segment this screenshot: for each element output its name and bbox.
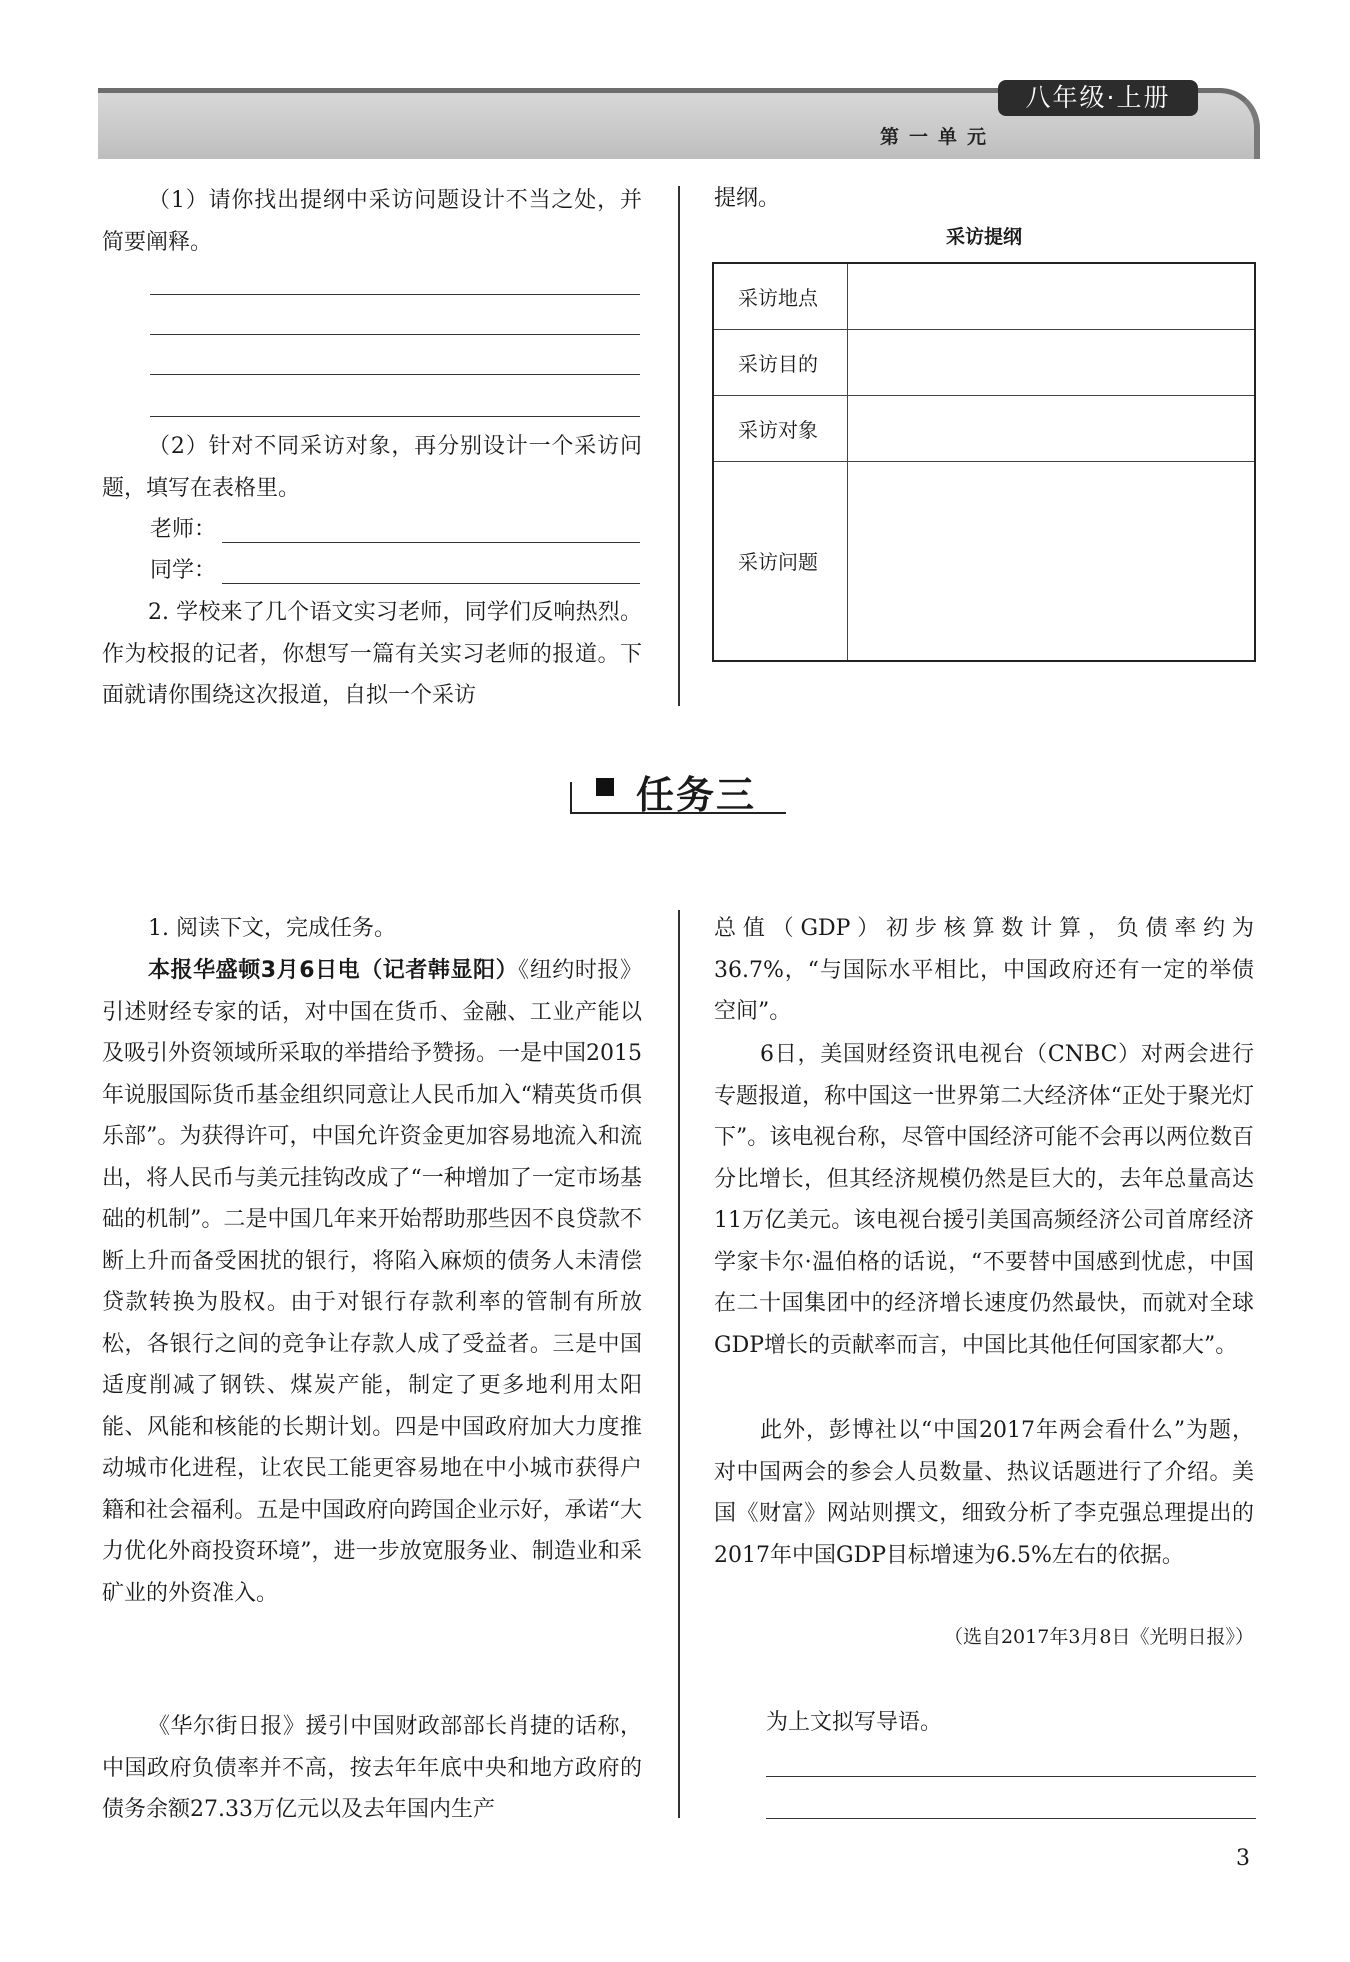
unit-label: 第一单元 bbox=[880, 126, 997, 148]
answer-line[interactable] bbox=[150, 294, 640, 295]
table-title: 采访提纲 bbox=[945, 226, 1022, 248]
answer-line[interactable] bbox=[150, 416, 640, 417]
student-label: 同学： bbox=[150, 558, 217, 583]
answer-line[interactable] bbox=[150, 374, 640, 375]
teacher-answer-line[interactable] bbox=[222, 542, 640, 543]
square-bullet-icon bbox=[596, 778, 614, 796]
article-source: （选自2017年3月8日《光明日报》） bbox=[943, 1626, 1254, 1648]
question-item-2: 2. 学校来了几个语文实习老师，同学们反响热烈。作为校报的记者，你想写一篇有关实习老师的报道。下面就请你围绕这次报道，自拟一个采访 bbox=[102, 600, 642, 708]
column-divider bbox=[678, 910, 680, 1818]
article-paragraph-2: 《华尔街日报》援引中国财政部部长肖捷的话称，中国政府负债率并不高，按去年年底中央和地方政府的债务余额27.33万亿元以及去年国内生产 bbox=[102, 1714, 642, 1822]
paragraph-1-text: 《纽约时报》引述财经专家的话，对中国在货币、金融、工业产能以及吸引外资领域所采取的举措给予赞扬。一是中国2015年说服国际货币基金组织同意让人民币加入“精英货币俱乐部”。为获得许可，中国允许资金更加容易地流入和流出，将人民币与美元挂钩改成了“一种增加了一定市场基础的机制”。二是中国几年来开始帮助那些因不良贷款不断上升而备受困扰的银行，将陷入麻烦的债务人未清偿贷款转换为股权。由于对银行存款利率的管制有所放松，各银行之间的竞争让存款人成了受益者。三是中国适度削减了钢铁、煤炭产能，制定了更多地利用太阳能、风能和核能的长期计划。四是中国政府加大力度推动城市化进程，让农民工能更容易地在中小城市获得户籍和社会福利。五是中国政府向跨国企业示好，承诺“大力优化外商投资环境”，进一步放宽服务业、制造业和采矿业的外资准入。 bbox=[102, 958, 642, 1606]
section-title: 任务三 bbox=[636, 773, 757, 817]
answer-line[interactable] bbox=[766, 1818, 1256, 1819]
column-divider bbox=[678, 186, 680, 706]
cell-purpose[interactable] bbox=[848, 329, 1256, 395]
answer-line[interactable] bbox=[150, 334, 640, 335]
interview-outline-table bbox=[712, 262, 1256, 662]
writing-task: 为上文拟写导语。 bbox=[766, 1710, 943, 1735]
section-heading bbox=[570, 764, 790, 816]
teacher-label: 老师： bbox=[150, 517, 217, 542]
article-paragraph-1 bbox=[102, 950, 642, 1614]
cell-subject[interactable] bbox=[848, 395, 1256, 461]
answer-line[interactable] bbox=[766, 1776, 1256, 1777]
heading-tick bbox=[570, 782, 572, 814]
question-2: （2）针对不同采访对象，再分别设计一个采访问题，填写在表格里。 bbox=[102, 434, 642, 501]
cell-questions[interactable] bbox=[848, 461, 1256, 661]
cell-location[interactable] bbox=[848, 263, 1256, 329]
article-paragraph-3: 6日，美国财经资讯电视台（CNBC）对两会进行专题报道，称中国这一世界第二大经济体“正处于聚光灯下”。该电视台称，尽管中国经济可能不会再以两位数百分比增长，但其经济规模仍然是巨大的，去年总量高达11万亿美元。该电视台援引美国高频经济公司首席经济学家卡尔·温伯格的话说，“不要替中国感到忧虑，中国在二十国集团中的经济增长速度仍然最快，而就对全球GDP增长的贡献率而言，中国比其他任何国家都大”。 bbox=[714, 1042, 1254, 1358]
grade-badge: 八年级·上册 bbox=[998, 80, 1198, 116]
article-paragraph-4: 此外，彭博社以“中国2017年两会看什么”为题，对中国两会的参会人员数量、热议话题进行了介绍。美国《财富》网站则撰文，细致分析了李克强总理提出的2017年中国GDP目标增速为6.5%左右的依据。 bbox=[714, 1418, 1254, 1568]
page-number: 3 bbox=[1236, 1846, 1250, 1871]
row-label-purpose: 采访目的 bbox=[713, 329, 848, 395]
row-label-location: 采访地点 bbox=[713, 263, 848, 329]
dateline: 本报华盛顿3月6日电（记者韩显阳） bbox=[148, 958, 519, 983]
row-label-subject: 采访对象 bbox=[713, 395, 848, 461]
continuation-text: 提纲。 bbox=[714, 186, 781, 211]
question-1: （1）请你找出提纲中采访问题设计不当之处，并简要阐释。 bbox=[102, 188, 642, 255]
row-label-questions: 采访问题 bbox=[713, 461, 848, 661]
task-intro: 1. 阅读下文，完成任务。 bbox=[148, 916, 396, 941]
student-answer-line[interactable] bbox=[222, 583, 640, 584]
article-paragraph-2-continued: 总值（GDP）初步核算数计算，负债率约为36.7%，“与国际水平相比，中国政府还有一定的举债空间”。 bbox=[714, 916, 1254, 1024]
